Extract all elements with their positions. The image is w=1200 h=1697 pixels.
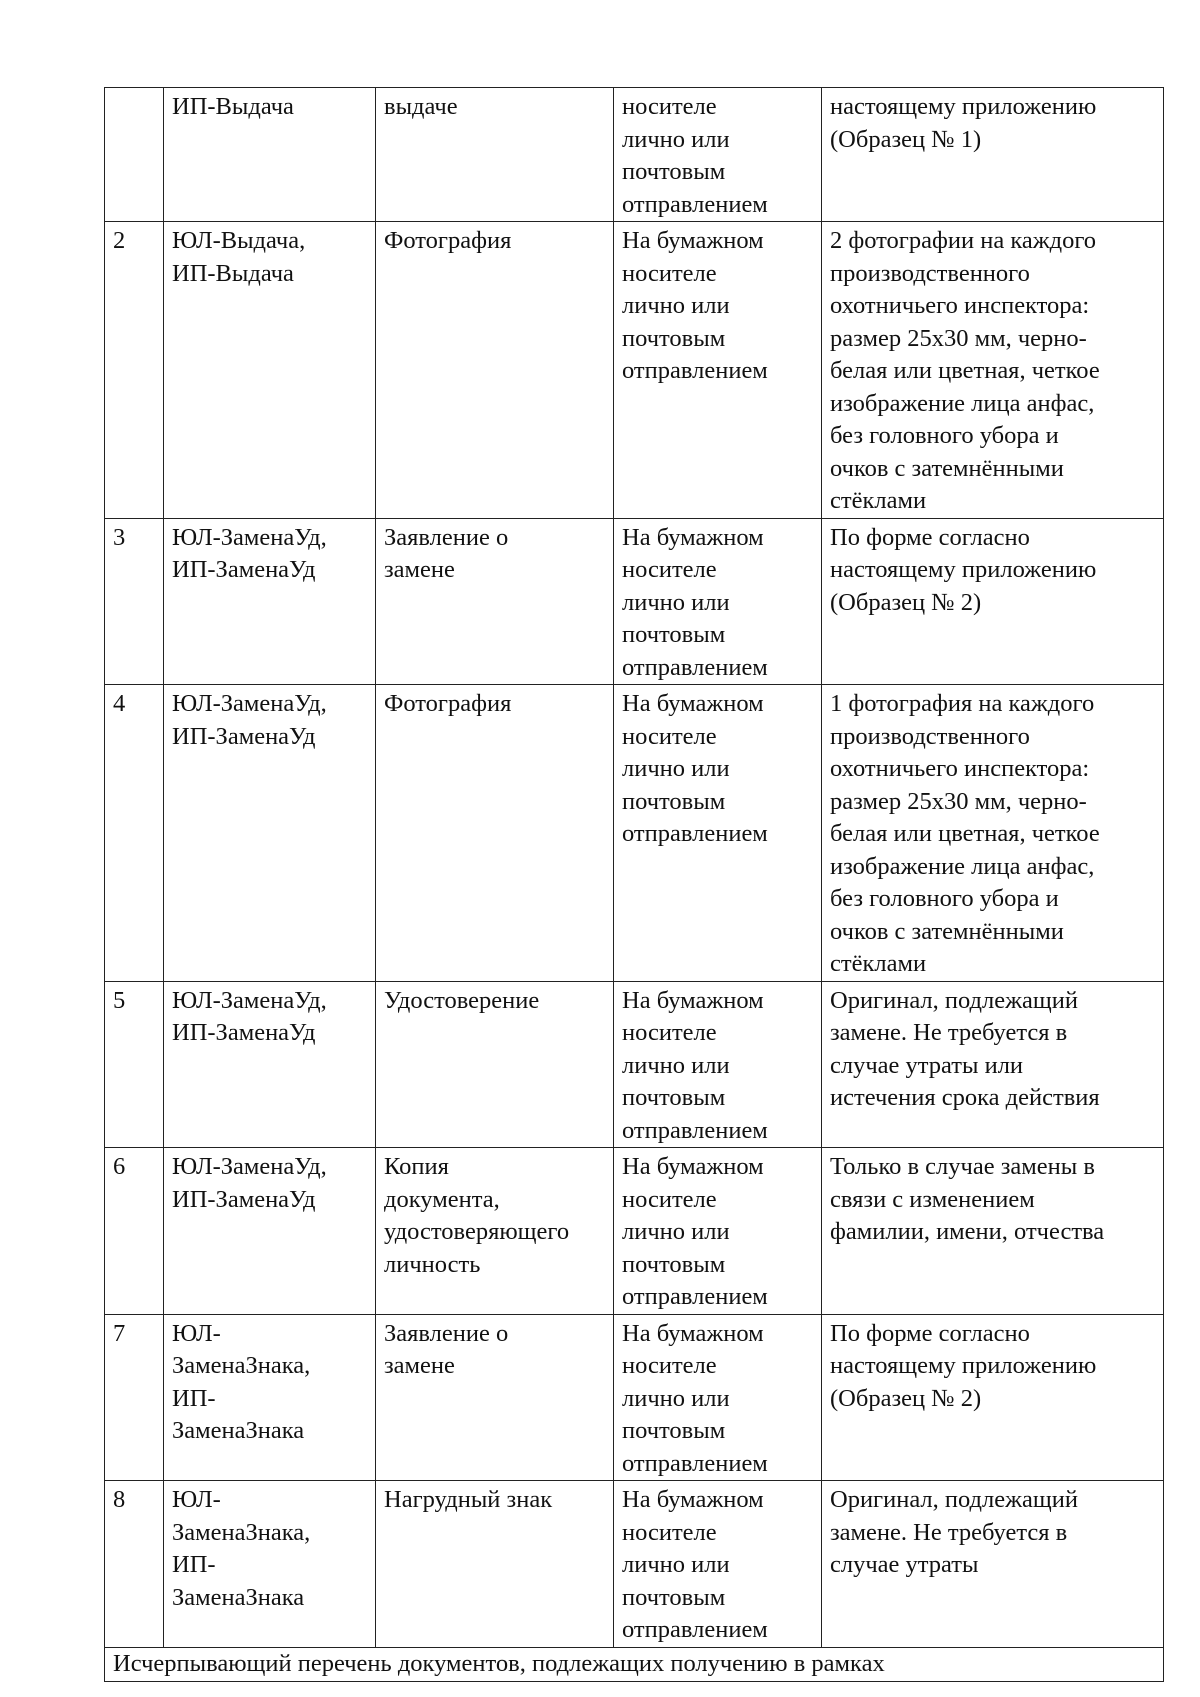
code-cell bbox=[164, 1148, 376, 1315]
cell-text-line: На бумажном bbox=[622, 1486, 764, 1513]
cell-text-line: ЗаменаЗнака, bbox=[172, 1352, 311, 1379]
cell-text-line: фамилии, имени, отчества bbox=[830, 1218, 1105, 1245]
cell-text-line: почтовым bbox=[622, 787, 726, 815]
cell-text-line: Только в случае замены в bbox=[830, 1153, 1095, 1180]
row-number-cell bbox=[105, 518, 164, 685]
cell-text-line: (Образец № 2) bbox=[830, 588, 982, 616]
cell-text-line: носителе bbox=[622, 259, 717, 287]
cell-text-line: На бумажном bbox=[622, 1319, 764, 1347]
document-name-cell bbox=[376, 981, 614, 1148]
cell-text-line: ИП-ЗаменаУд bbox=[172, 722, 316, 750]
cell-text-line: На бумажном bbox=[622, 690, 764, 717]
cell-text-line: охотничьего инспектора: bbox=[830, 292, 1090, 319]
cell-text-line: почтовым bbox=[622, 1084, 726, 1111]
cell-text-line: белая или цветная, четкое bbox=[830, 357, 1100, 384]
table-row bbox=[105, 222, 1164, 519]
cell-text-line: носителе bbox=[622, 1185, 717, 1213]
document-name-cell bbox=[376, 685, 614, 982]
submission-form-cell bbox=[614, 1148, 822, 1315]
submission-form-cell bbox=[614, 1481, 822, 1648]
cell-text-line: отправлением bbox=[622, 820, 768, 847]
cell-text-line: Фотография bbox=[384, 690, 512, 717]
submission-form-cell bbox=[614, 981, 822, 1148]
cell-text-line: очков с затемнёнными bbox=[830, 917, 1064, 945]
cell-text-line: ИП- bbox=[172, 1384, 216, 1412]
cell-text-line: ИП-Выдача bbox=[172, 93, 294, 120]
documents-table bbox=[104, 87, 1164, 1682]
cell-text-line: ИП-Выдача bbox=[172, 259, 294, 287]
cell-text-line: размер 25x30 мм, черно- bbox=[830, 787, 1087, 815]
code-cell bbox=[164, 981, 376, 1148]
cell-text-line: На бумажном bbox=[622, 986, 764, 1014]
cell-text-line: ЮЛ-ЗаменаУд, bbox=[172, 690, 327, 717]
cell-text-line: лично или bbox=[622, 1218, 730, 1245]
table-row bbox=[105, 981, 1164, 1148]
requirements-cell bbox=[822, 1314, 1164, 1481]
footer-text: Исчерпывающий перечень документов, подлежащих получению в рамках bbox=[113, 1649, 885, 1677]
cell-text-line: отправлением bbox=[622, 653, 768, 681]
cell-text: 2 bbox=[113, 227, 126, 254]
code-cell bbox=[164, 1481, 376, 1648]
cell-text-line: охотничьего инспектора: bbox=[830, 755, 1090, 782]
table-row bbox=[105, 518, 1164, 685]
code-cell bbox=[164, 1314, 376, 1481]
cell-text-line: личность bbox=[384, 1250, 481, 1278]
cell-text-line: ЮЛ-ЗаменаУд, bbox=[172, 986, 327, 1014]
cell-text-line: производственного bbox=[830, 259, 1030, 287]
cell-text-line: почтовым bbox=[622, 158, 726, 185]
cell-text-line: ЮЛ- bbox=[172, 1486, 221, 1513]
cell-text-line: лично или bbox=[622, 292, 730, 319]
cell-text-line: настоящему приложению bbox=[830, 93, 1097, 120]
cell-text-line: стёклами bbox=[830, 487, 927, 514]
cell-text-line: Копия bbox=[384, 1153, 449, 1180]
cell-text-line: отправлением bbox=[622, 1616, 768, 1643]
cell-text-line: почтовым bbox=[622, 324, 726, 352]
cell-text-line: ИП- bbox=[172, 1551, 216, 1578]
cell-text-line: (Образец № 2) bbox=[830, 1384, 982, 1412]
cell-text-line: отправлением bbox=[622, 357, 768, 384]
table-body bbox=[105, 88, 1164, 1648]
document-name-cell bbox=[376, 1148, 614, 1315]
row-number-cell bbox=[105, 222, 164, 519]
submission-form-cell bbox=[614, 88, 822, 222]
cell-text-line: ЗаменаЗнака bbox=[172, 1583, 305, 1611]
cell-text-line: истечения срока действия bbox=[830, 1084, 1100, 1111]
cell-text: 4 bbox=[113, 690, 126, 717]
cell-text-line: На бумажном bbox=[622, 227, 764, 254]
requirements-cell bbox=[822, 222, 1164, 519]
table-row bbox=[105, 1148, 1164, 1315]
cell-text-line: Удостоверение bbox=[384, 986, 540, 1014]
cell-text-line: лично или bbox=[622, 1384, 730, 1412]
cell-text-line: лично или bbox=[622, 1551, 730, 1578]
cell-text-line: изображение лица анфас, bbox=[830, 389, 1095, 417]
table-row bbox=[105, 1481, 1164, 1648]
requirements-cell bbox=[822, 518, 1164, 685]
cell-text-line: носителе bbox=[622, 556, 717, 583]
requirements-cell bbox=[822, 685, 1164, 982]
cell-text-line: изображение лица анфас, bbox=[830, 852, 1095, 880]
cell-text-line: ЮЛ- bbox=[172, 1319, 221, 1347]
cell-text-line: 2 фотографии на каждого bbox=[830, 227, 1097, 254]
cell-text-line: без головного убора и bbox=[830, 422, 1059, 449]
cell-text-line: Оригинал, подлежащий bbox=[830, 1486, 1079, 1513]
cell-text-line: почтовым bbox=[622, 621, 726, 648]
cell-text-line: документа, bbox=[384, 1185, 500, 1213]
cell-text-line: Нагрудный знак bbox=[384, 1486, 553, 1513]
document-name-cell bbox=[376, 1481, 614, 1648]
code-cell bbox=[164, 88, 376, 222]
cell-text: 7 bbox=[113, 1319, 126, 1347]
row-number-cell bbox=[105, 981, 164, 1148]
cell-text-line: лично или bbox=[622, 1051, 730, 1079]
cell-text-line: замене. Не требуется в bbox=[830, 1019, 1068, 1046]
cell-text-line: отправлением bbox=[622, 190, 768, 218]
cell-text-line: удостоверяющего bbox=[384, 1218, 570, 1245]
code-cell bbox=[164, 222, 376, 519]
cell-text-line: замене bbox=[384, 556, 455, 583]
cell-text-line: носителе bbox=[622, 93, 717, 120]
submission-form-cell bbox=[614, 1314, 822, 1481]
cell-text-line: Заявление о bbox=[384, 523, 509, 551]
cell-text-line: ИП-ЗаменаУд bbox=[172, 1185, 316, 1213]
cell-text: 3 bbox=[113, 523, 126, 551]
cell-text: 6 bbox=[113, 1153, 126, 1180]
row-number-cell bbox=[105, 88, 164, 222]
cell-text: 5 bbox=[113, 986, 126, 1014]
cell-text-line: ЮЛ-Выдача, bbox=[172, 227, 306, 254]
submission-form-cell bbox=[614, 222, 822, 519]
cell-text-line: ЗаменаЗнака bbox=[172, 1417, 305, 1444]
cell-text: 8 bbox=[113, 1486, 126, 1513]
cell-text-line: лично или bbox=[622, 588, 730, 616]
cell-text-line: 1 фотография на каждого bbox=[830, 690, 1095, 717]
cell-text-line: На бумажном bbox=[622, 523, 764, 551]
table-row bbox=[105, 1314, 1164, 1481]
document-name-cell bbox=[376, 88, 614, 222]
cell-text-line: На бумажном bbox=[622, 1153, 764, 1180]
cell-text-line: отправлением bbox=[622, 1449, 768, 1477]
cell-text-line: (Образец № 1) bbox=[830, 125, 982, 153]
row-number-cell bbox=[105, 685, 164, 982]
requirements-cell bbox=[822, 1148, 1164, 1315]
cell-text-line: размер 25x30 мм, черно- bbox=[830, 324, 1087, 352]
cell-text-line: Оригинал, подлежащий bbox=[830, 986, 1079, 1014]
cell-text-line: очков с затемнёнными bbox=[830, 454, 1064, 482]
cell-text-line: носителе bbox=[622, 1518, 717, 1546]
code-cell bbox=[164, 685, 376, 982]
row-number-cell bbox=[105, 1148, 164, 1315]
requirements-cell bbox=[822, 1481, 1164, 1648]
cell-text-line: отправлением bbox=[622, 1116, 768, 1144]
cell-text-line: отправлением bbox=[622, 1283, 768, 1310]
cell-text-line: Фотография bbox=[384, 227, 512, 254]
cell-text-line: стёклами bbox=[830, 950, 927, 977]
cell-text-line: носителе bbox=[622, 1019, 717, 1046]
code-cell bbox=[164, 518, 376, 685]
cell-text-line: лично или bbox=[622, 125, 730, 153]
cell-text-line: настоящему приложению bbox=[830, 1352, 1097, 1379]
cell-text-line: связи с изменением bbox=[830, 1185, 1035, 1213]
row-number-cell bbox=[105, 1314, 164, 1481]
cell-text-line: белая или цветная, четкое bbox=[830, 820, 1100, 847]
footer-cell bbox=[105, 1647, 1164, 1681]
document-name-cell bbox=[376, 518, 614, 685]
cell-text-line: выдаче bbox=[384, 93, 458, 120]
cell-text-line: замене. Не требуется в bbox=[830, 1518, 1068, 1546]
cell-text-line: ИП-ЗаменаУд bbox=[172, 1019, 316, 1046]
footer-row bbox=[105, 1647, 1164, 1681]
cell-text-line: замене bbox=[384, 1352, 455, 1379]
requirements-cell bbox=[822, 88, 1164, 222]
submission-form-cell bbox=[614, 518, 822, 685]
cell-text-line: По форме согласно bbox=[830, 523, 1030, 551]
cell-text-line: ИП-ЗаменаУд bbox=[172, 556, 316, 583]
table-row bbox=[105, 685, 1164, 982]
cell-text-line: почтовым bbox=[622, 1583, 726, 1611]
cell-text-line: почтовым bbox=[622, 1417, 726, 1444]
cell-text-line: без головного убора и bbox=[830, 885, 1059, 912]
cell-text-line: Заявление о bbox=[384, 1319, 509, 1347]
cell-text-line: носителе bbox=[622, 1352, 717, 1379]
table-row bbox=[105, 88, 1164, 222]
submission-form-cell bbox=[614, 685, 822, 982]
cell-text-line: производственного bbox=[830, 722, 1030, 750]
cell-text-line: случае утраты bbox=[830, 1551, 979, 1578]
requirements-cell bbox=[822, 981, 1164, 1148]
cell-text-line: случае утраты или bbox=[830, 1051, 1024, 1079]
cell-text-line: ЮЛ-ЗаменаУд, bbox=[172, 523, 327, 551]
cell-text-line: По форме согласно bbox=[830, 1319, 1030, 1347]
cell-text-line: носителе bbox=[622, 722, 717, 750]
cell-text-line: настоящему приложению bbox=[830, 556, 1097, 583]
cell-text-line: почтовым bbox=[622, 1250, 726, 1278]
cell-text-line: ЮЛ-ЗаменаУд, bbox=[172, 1153, 327, 1180]
cell-text-line: ЗаменаЗнака, bbox=[172, 1518, 311, 1546]
document-name-cell bbox=[376, 1314, 614, 1481]
document-name-cell bbox=[376, 222, 614, 519]
row-number-cell bbox=[105, 1481, 164, 1648]
cell-text-line: лично или bbox=[622, 755, 730, 782]
